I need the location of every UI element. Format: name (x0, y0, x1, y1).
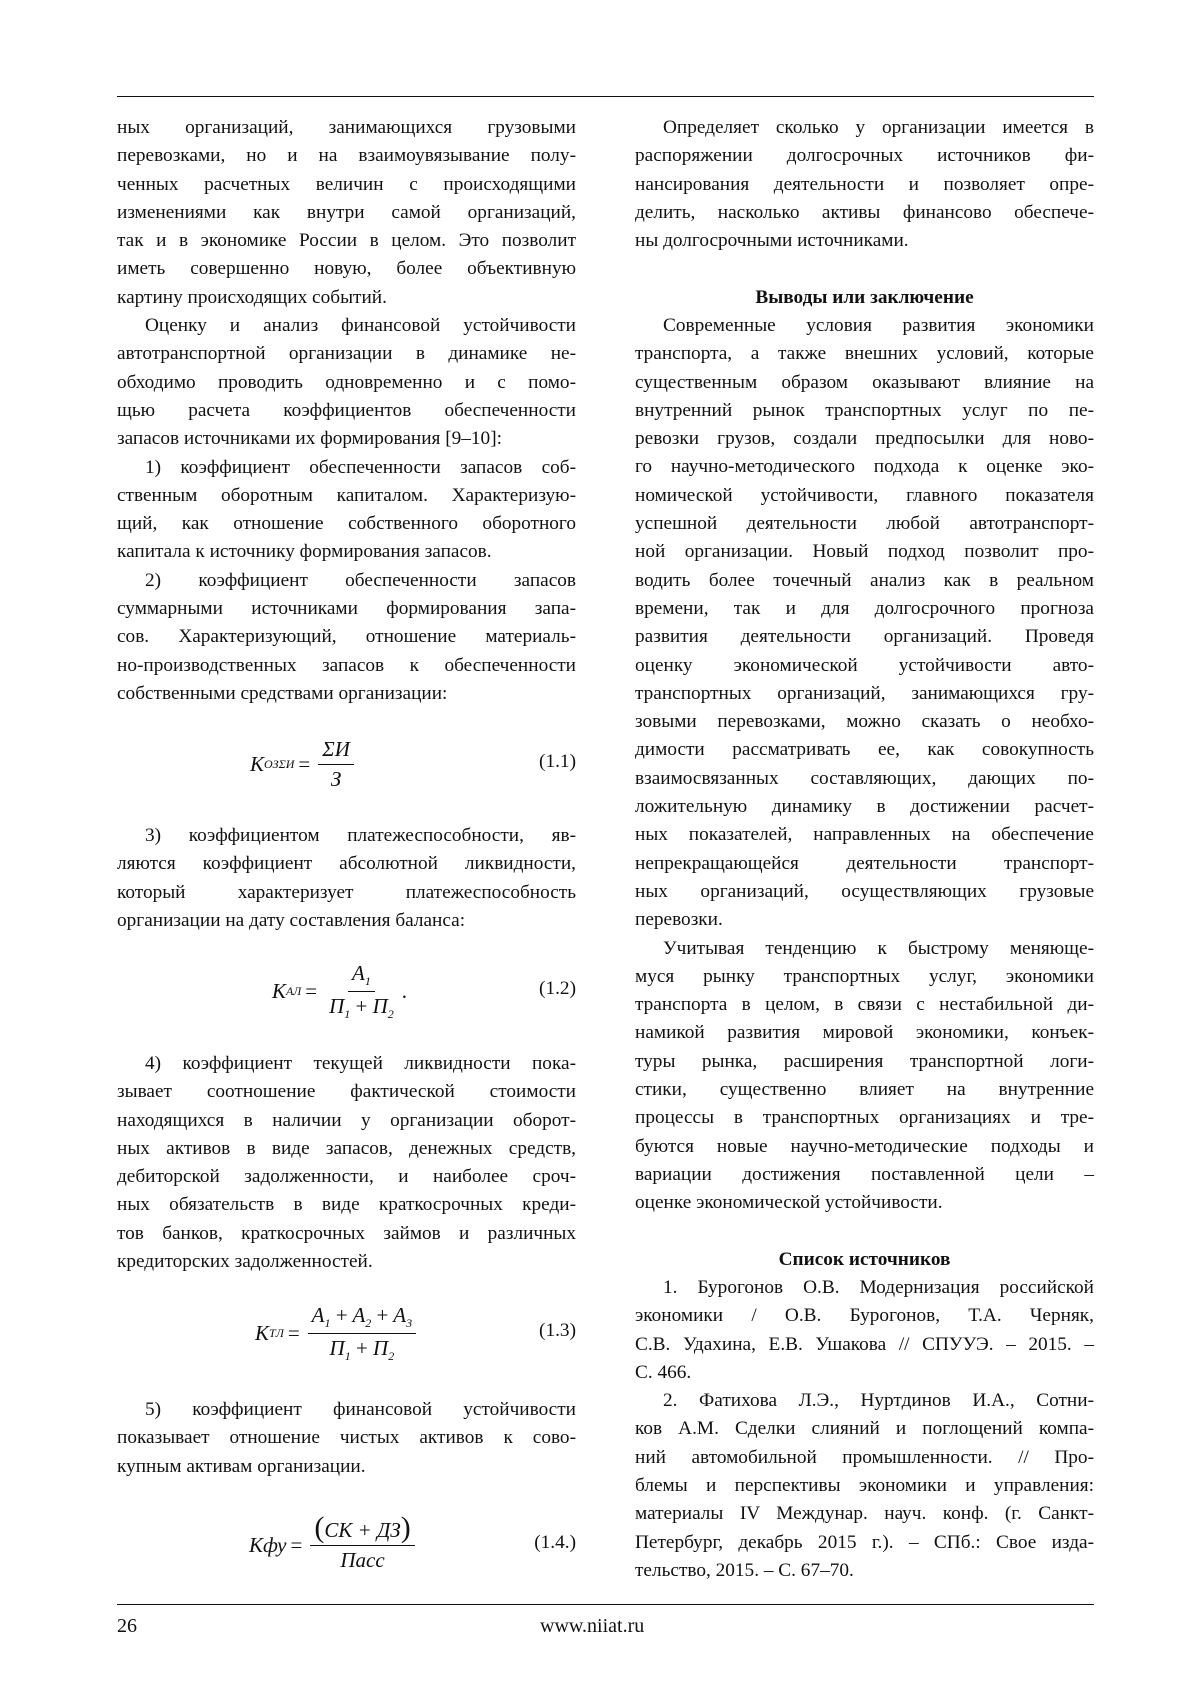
text-line: взаимосвязанных составляющих, дающих по- (635, 765, 1094, 793)
text-line: С. 466. (635, 1359, 1094, 1387)
denominator: Пасс (336, 1546, 388, 1573)
formula-lhs: K (255, 1321, 269, 1346)
text-line: ных активов в виде запасов, денежных средств, (117, 1135, 576, 1163)
text-line: перевозками, но и на взаимоувязывание полу- (117, 142, 576, 170)
paragraph (635, 935, 1094, 1218)
text-line: 4) коэффициент текущей ликвидности пока- (117, 1050, 576, 1078)
text-line: ков А.М. Сделки слияний и поглощений компа- (635, 1415, 1094, 1443)
reference-item (635, 1274, 1094, 1387)
open-paren: ( (314, 1511, 324, 1544)
plus-sign: + (336, 1303, 348, 1327)
text-line: ной организации. Новый подход позволит про- (635, 538, 1094, 566)
text-line: транспорта в целом, в связи с нестабильной ди- (635, 991, 1094, 1019)
text-line: сов. Характеризующий, отношение материаль- (117, 623, 576, 651)
text-line: Учитывая тенденцию к быстрому меняюще- (635, 935, 1094, 963)
text-line: времени, так и для долгосрочного прогноза (635, 595, 1094, 623)
text-line: который характеризует платежеспособность (117, 879, 576, 907)
text-line: ных обязательств в виде краткосрочных креди- (117, 1191, 576, 1219)
equation-number: (1.1) (539, 751, 576, 773)
period: . (402, 979, 407, 1004)
text-line: собственными средствами организации: (117, 680, 576, 708)
plus-sign: + (377, 1303, 389, 1327)
text-line: муся рынку транспортных услуг, экономики (635, 963, 1094, 991)
paragraph-block (117, 822, 576, 935)
text-line: ревозки грузов, создали предпосылки для ново- (635, 425, 1094, 453)
text-line: 2) коэффициент обеспеченности запасов (117, 567, 576, 595)
conclusions-text (635, 312, 1094, 1218)
equals-sign: = (298, 752, 310, 777)
numerator: ΣИ (318, 737, 354, 765)
text-line: Современные условия развития экономики (635, 312, 1094, 340)
text-line: Определяет сколько у организации имеется в (635, 114, 1094, 142)
text-line: тельство, 2015. – С. 67–70. (635, 1557, 1094, 1585)
denominator: З (327, 765, 345, 792)
text-line: автотранспортной организации в динамике не- (117, 340, 576, 368)
paragraph (117, 114, 576, 312)
subscript: 1 (365, 974, 371, 988)
text-line: вариации достижения поставленной цели – (635, 1161, 1094, 1189)
term: П (329, 994, 344, 1018)
formula-lhs: K (250, 752, 264, 777)
fraction (308, 1303, 416, 1364)
text-line: так и в экономике России в целом. Это позволит (117, 227, 576, 255)
formula-subscript: ОЗΣИ (264, 757, 294, 772)
formula-lhs: K (272, 979, 286, 1004)
text-line: транспортных организаций, занимающихся гру- (635, 680, 1094, 708)
text-line: картину происходящих событий. (117, 284, 576, 312)
text-line: ных организаций, осуществляющих грузовые (635, 878, 1094, 906)
paragraph (635, 114, 1094, 255)
text-line: материалы IV Междунар. науч. конф. (г. Санкт- (635, 1500, 1094, 1528)
text-line: непрекращающейся деятельности транспорт- (635, 850, 1094, 878)
text-line: экономики / О.В. Бурогонов, Т.А. Черняк, (635, 1302, 1094, 1330)
numerator (308, 1303, 416, 1334)
right-column-top (635, 114, 1094, 255)
text-line: 1. Бурогонов О.В. Модернизация российской (635, 1274, 1094, 1302)
text-line: существенным образом оказывают влияние на (635, 369, 1094, 397)
text-line: иметь совершенно новую, более объективную (117, 255, 576, 283)
text-line: оценку экономической устойчивости авто- (635, 652, 1094, 680)
formula-1-4 (117, 1510, 576, 1580)
text-line: суммарными источниками формирования запа- (117, 595, 576, 623)
text-line: зывает соотношение фактической стоимости (117, 1078, 576, 1106)
equation-number: (1.4.) (534, 1532, 576, 1554)
text-line: буются новые научно-методические подходы и (635, 1133, 1094, 1161)
text-line: щий, как отношение собственного оборотного (117, 510, 576, 538)
fraction (310, 1518, 414, 1573)
equation-number: (1.3) (539, 1320, 576, 1342)
text-line: 1) коэффициент обеспеченности запасов соб- (117, 454, 576, 482)
paragraph-block (117, 1050, 576, 1276)
formula-subscript: ТЛ (269, 1326, 284, 1341)
text-line: номической устойчивости, главного показателя (635, 482, 1094, 510)
formula-1-3 (117, 1298, 576, 1368)
footer-rule (117, 1604, 1094, 1605)
text-line: купным активам организации. (117, 1453, 576, 1481)
formula-lhs: Кфу (249, 1533, 286, 1558)
text-line: ных организаций, занимающихся грузовыми (117, 114, 576, 142)
text-line: делить, насколько активы финансово обеспече- (635, 199, 1094, 227)
fraction (318, 737, 354, 792)
text-line: развития деятельности организаций. Проведя (635, 623, 1094, 651)
text-line: успешной деятельности любой автотранспорт- (635, 510, 1094, 538)
text-line: ственным оборотным капиталом. Характеризую- (117, 482, 576, 510)
formula-1-2 (117, 956, 576, 1026)
numerator (348, 961, 375, 992)
term: СК + ДЗ (324, 1518, 400, 1542)
text-line: зовыми перевозками, можно сказать о необхо- (635, 708, 1094, 736)
text-line: обходимо проводить одновременно и с помо- (117, 369, 576, 397)
subscript: 3 (406, 1316, 412, 1330)
text-line: блемы и перспективы экономики и управления: (635, 1472, 1094, 1500)
text-line: нансирования деятельности и позволяет опре- (635, 171, 1094, 199)
term: A (393, 1303, 406, 1327)
text-line: димости рассматривать ее, как совокупность (635, 736, 1094, 764)
paragraph (117, 312, 576, 453)
text-line: намикой развития мировой экономики, конъек- (635, 1019, 1094, 1047)
references-list (635, 1274, 1094, 1585)
text-line: дебиторской задолженности, и наиболее сроч- (117, 1163, 576, 1191)
subscript: 1 (325, 1316, 331, 1330)
term: A (352, 1303, 365, 1327)
text-line: Петербург, декабрь 2015 г.). – СПб.: Свое изда- (635, 1529, 1094, 1557)
formula-subscript: АЛ (286, 984, 301, 999)
text-line: транспорта, а также внешних условий, которые (635, 340, 1094, 368)
text-line: го научно-методического подхода к оценке эко- (635, 453, 1094, 481)
close-paren: ) (401, 1511, 411, 1544)
text-line: находящихся в наличии у организации оборот- (117, 1107, 576, 1135)
text-line: ляются коэффициент абсолютной ликвидности, (117, 850, 576, 878)
equals-sign: = (290, 1533, 302, 1558)
text-line: водить более точечный анализ как в реальном (635, 567, 1094, 595)
equals-sign: = (305, 979, 317, 1004)
paragraph (117, 567, 576, 708)
text-line: показывает отношение чистых активов к сово- (117, 1424, 576, 1452)
text-line: тов банков, краткосрочных займов и различных (117, 1220, 576, 1248)
plus-sign: + (356, 994, 368, 1018)
text-line: кредиторских задолженностей. (117, 1248, 576, 1276)
section-heading-references: Список источников (635, 1246, 1094, 1274)
text-line: ний автомобильной промышленности. // Про- (635, 1444, 1094, 1472)
text-line: ложительную динамику в достижении расчет- (635, 793, 1094, 821)
term: A (352, 961, 365, 985)
left-column-top (117, 114, 576, 708)
text-line: щью расчета коэффициентов обеспеченности (117, 397, 576, 425)
text-line: ных показателей, направленных на обеспечение (635, 821, 1094, 849)
numerator (310, 1518, 414, 1546)
text-line: оценке экономической устойчивости. (635, 1189, 1094, 1217)
paragraph (635, 312, 1094, 935)
text-line: перевозки. (635, 906, 1094, 934)
plus-sign: + (356, 1336, 368, 1360)
equals-sign: = (288, 1321, 300, 1346)
text-line: 5) коэффициент финансовой устойчивости (117, 1396, 576, 1424)
denominator (325, 992, 398, 1022)
denominator (326, 1334, 399, 1364)
paragraph (117, 1396, 576, 1481)
formula-1-1 (117, 729, 576, 799)
reference-item (635, 1387, 1094, 1585)
term: A (312, 1303, 325, 1327)
website-link[interactable]: www.niiat.ru (540, 1615, 644, 1638)
paragraph-block (117, 1396, 576, 1481)
fraction (325, 961, 398, 1022)
header-rule (117, 96, 1094, 97)
text-line: туры рынка, расширения транспортной логи- (635, 1048, 1094, 1076)
subscript: 2 (388, 1007, 394, 1021)
paragraph (117, 822, 576, 935)
text-line: организации на дату составления баланса: (117, 907, 576, 935)
text-line: распоряжении долгосрочных источников фи- (635, 142, 1094, 170)
text-line: стики, существенно влияет на внутренние (635, 1076, 1094, 1104)
equation-number: (1.2) (539, 978, 576, 1000)
term: П (373, 1336, 388, 1360)
text-line: капитала к источнику формирования запасов. (117, 538, 576, 566)
subscript: 1 (344, 1007, 350, 1021)
text-line: запасов источниками их формирования [9–10]: (117, 425, 576, 453)
subscript: 2 (388, 1349, 394, 1363)
subscript: 1 (345, 1349, 351, 1363)
text-line: С.В. Удахина, Е.В. Ушакова // СПУУЭ. – 2015. – (635, 1331, 1094, 1359)
text-line: процессы в транспортных организациях и тре- (635, 1104, 1094, 1132)
text-line: 3) коэффициентом платежеспособности, яв- (117, 822, 576, 850)
text-line: Оценку и анализ финансовой устойчивости (117, 312, 576, 340)
text-line: но-производственных запасов к обеспеченности (117, 652, 576, 680)
term: П (373, 994, 388, 1018)
text-line: внутренний рынок транспортных услуг по пе- (635, 397, 1094, 425)
term: П (330, 1336, 345, 1360)
text-line: 2. Фатихова Л.Э., Нуртдинов И.А., Сотни- (635, 1387, 1094, 1415)
subscript: 2 (365, 1316, 371, 1330)
paragraph (117, 454, 576, 567)
text-line: изменениями как внутри самой организаций, (117, 199, 576, 227)
page-number: 26 (117, 1615, 137, 1638)
paragraph (117, 1050, 576, 1276)
text-line: ны долгосрочными источниками. (635, 227, 1094, 255)
section-heading-conclusions: Выводы или заключение (635, 284, 1094, 312)
text-line: ченных расчетных величин с происходящими (117, 171, 576, 199)
